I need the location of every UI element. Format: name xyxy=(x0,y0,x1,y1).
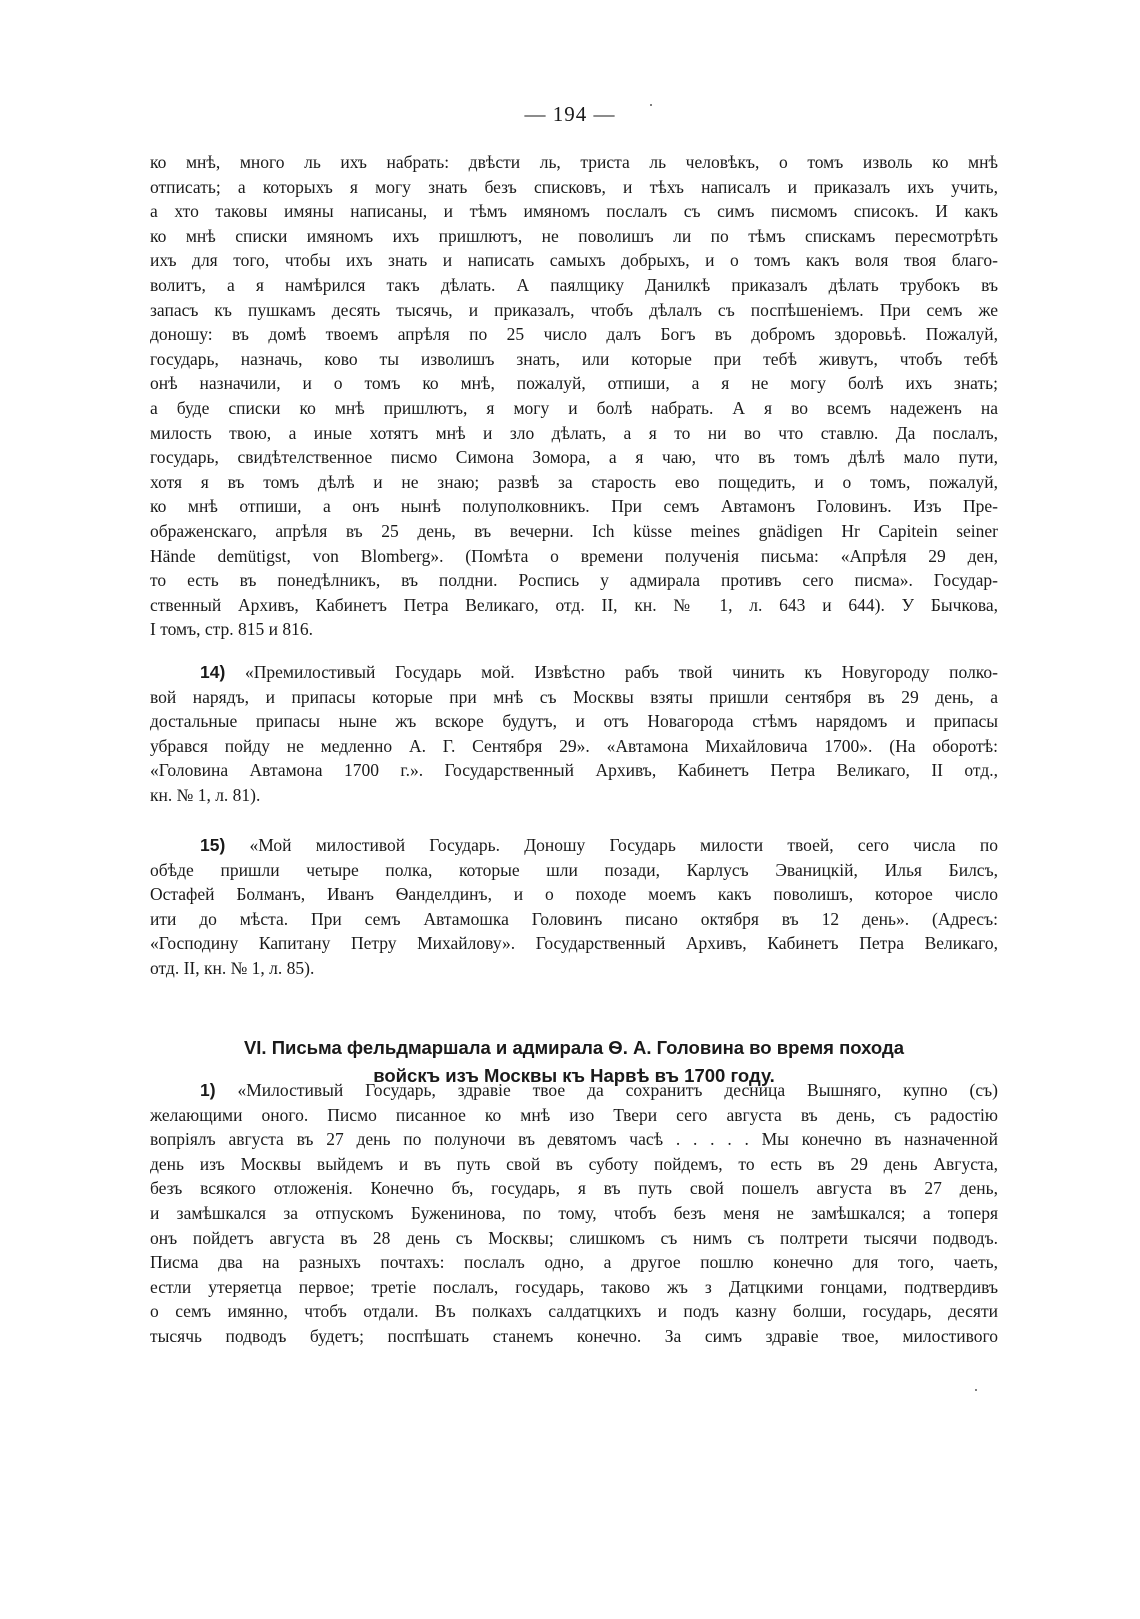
text-line: то есть въ понедѣлникъ, въ полдни. Роспись у адмирала противъ сего писма». Государ- xyxy=(150,570,998,591)
text-line: «Господину Капитану Петру Михайлову». Государственный Архивъ, Кабинетъ Петра Великаго, xyxy=(150,933,998,954)
section-heading-line: VI. Письма фельдмаршала и адмирала Ѳ. А. Головина во время похода xyxy=(243,1037,905,1058)
text-line: день изъ Москвы выйдемъ и въ путь свой въ суботу пойдемъ, то есть въ 29 день Августа, xyxy=(150,1153,998,1174)
scan-speck xyxy=(650,104,652,106)
text-line: I томъ, стр. 815 и 816. xyxy=(150,619,314,640)
text-line: ко мнѣ, много ль ихъ набрать: двѣсти ль, триста ль человѣкъ, о томъ изволь ко мнѣ xyxy=(150,152,998,172)
text-line: желающими оного. Писмо писанное ко мнѣ изо Твери сего августа въ день, съ радостію xyxy=(150,1104,998,1125)
text-line: хотя я въ томъ дѣлѣ и не знаю; развѣ за старость ево пощедить, и о томъ, пожалуй, xyxy=(150,471,998,492)
text-line: кн. № 1, л. 81). xyxy=(150,784,261,805)
scan-speck xyxy=(975,1389,977,1391)
item-number: 1) xyxy=(200,1080,216,1100)
text-line: обѣде пришли четыре полка, которые шли позади, Карлусъ Эваницкій, Илья Билсъ, xyxy=(150,859,998,880)
text-line: ображенскаго, апрѣля въ 25 день, въ вечерни. Ich küsse meines gnädigen Hr Capitein seiner xyxy=(150,520,998,541)
text-line: ко мнѣ списки имяномъ ихъ пришлютъ, не поволишъ ли по тѣмъ спискамъ пересмотрѣть xyxy=(150,225,998,246)
text-line: Hände demütigst, von Blomberg». (Помѣта о времени полученія письма: «Апрѣля 29 ден, xyxy=(150,545,998,566)
text-line: ственный Архивъ, Кабинетъ Петра Великаго, отд. II, кн. № 1, л. 643 и 644). У Бычкова, xyxy=(150,594,998,615)
text-line: милость твою, а иные хотятъ мнѣ и зло дѣлать, а я то ни во что ставлю. Да послалъ, xyxy=(150,422,998,443)
text-line: государь, назначь, ково ты изволишъ знать, или которые при тебѣ живутъ, чтобъ тебѣ xyxy=(150,348,998,369)
item-text: «Премилостивый Государь мой. Извѣстно рабъ твой чинить къ Новугороду полко- xyxy=(225,662,998,682)
text-line: отд. II, кн. № 1, л. 85). xyxy=(150,957,315,978)
text-line: вой нарядъ, и припасы которые при мнѣ съ Москвы взяты пришли сентября въ 29 день, а xyxy=(150,686,998,707)
letter-item-15 xyxy=(150,833,998,981)
letter-item-1 xyxy=(150,1078,998,1349)
text-line: безъ всякого отложенія. Конечно бъ, государь, я въ путь свой пошелъ августа въ 27 день, xyxy=(150,1178,998,1199)
text-line xyxy=(150,1078,998,1103)
item-number: 14) xyxy=(200,662,226,682)
text-line: а буде списки ко мнѣ пришлютъ, я могу и болѣ набрать. А я во всемъ надеженъ на xyxy=(150,397,998,418)
text-line xyxy=(150,833,998,858)
text-line: достальные припасы ныне жъ вскоре будутъ, и отъ Новагорода стѣмъ нарядомъ и припасы xyxy=(150,711,998,732)
text-line: убрався пойду не медленно А. Г. Сентября 29». «Автамона Михайловича 1700». (На оборотѣ: xyxy=(150,735,998,756)
text-line: вопріялъ августа въ 27 день по полуночи въ девятомъ часѣ . . . . . Мы конечно въ назначенной xyxy=(150,1129,998,1150)
page-number: — 194 — xyxy=(524,102,616,126)
text-line: запасъ къ пушкамъ десять тысячь, и приказалъ, чтобъ дѣлалъ съ поспѣшеніемъ. При семъ же xyxy=(150,299,998,320)
item-text: «Милостивый Государь, здравіе твое да сохранитъ десница Вышняго, купно (съ) xyxy=(215,1080,998,1100)
text-line xyxy=(150,660,998,685)
item-number: 15) xyxy=(200,835,226,855)
text-line: и замѣшкался за отпускомъ Буженинова, по тому, чтобъ безъ меня не замѣшкался; а топеря xyxy=(150,1202,998,1223)
text-line: ити до мѣста. При семъ Автамошка Головинъ писано октября въ 12 день». (Адресъ: xyxy=(150,908,998,929)
text-line: онѣ назначили, и о томъ ко мнѣ, пожалуй, отпиши, а я не могу болѣ ихъ знать; xyxy=(150,373,998,394)
text-line: о семъ имянно, чтобъ отдали. Въ полкахъ салдатцкихъ и подъ казну болши, государь, десяти xyxy=(150,1301,998,1322)
text-line: ихъ для того, чтобы ихъ знать и написать самыхъ добрыхъ, и о томъ какъ воля твоя благо- xyxy=(150,250,998,271)
text-line: Остафей Болманъ, Иванъ Ѳанделдинъ, и о походе моемъ какъ поволишъ, которое число xyxy=(150,884,998,905)
text-line: «Головина Автамона 1700 г.». Государственный Архивъ, Кабинетъ Петра Великаго, II отд., xyxy=(150,760,998,781)
section-heading-line: войскъ изъ Москвы къ Нарвѣ въ 1700 году. xyxy=(373,1065,775,1086)
letter-item-14 xyxy=(150,660,998,808)
text-line: тысячь подводъ будетъ; поспѣшать станемъ конечно. За симъ здравіе твое, милостивого xyxy=(150,1325,998,1346)
item-text: «Мой милостивой Государь. Доношу Государь милости твоей, сего числа по xyxy=(225,835,998,855)
text-line: Писма два на разныхъ почтахъ: послалъ одно, а другое пошлю конечно для того, чаеть, xyxy=(150,1252,998,1273)
text-line: отписать; а которыхъ я могу знать безъ списковъ, и тѣхъ написалъ и приказалъ ихъ учить, xyxy=(150,176,998,197)
text-line: государь, свидѣтелственное писмо Симона Зомора, а я чаю, что въ томъ дѣлѣ мало пути, xyxy=(150,447,998,468)
text-line: волитъ, а я намѣрился такъ дѣлать. А паялщику Данилкѣ приказалъ дѣлать трубокъ въ xyxy=(150,274,998,295)
text-line: естли утеряетца первое; третіе послалъ, государь, таково жъ з Датцкими гонцами, подтвердивъ xyxy=(150,1276,998,1297)
text-line: ко мнѣ отпиши, а онъ нынѣ полуполковникъ. При семъ Автамонъ Головинъ. Изъ Пре- xyxy=(150,496,998,517)
text-line: доношу: въ домѣ твоемъ апрѣля по 25 число далъ Богъ въ добромъ здоровьѣ. Пожалуй, xyxy=(150,324,998,345)
text-line: а хто таковы имяны написаны, и тѣмъ имяномъ послалъ съ симъ писмомъ списокъ. И какъ xyxy=(150,201,998,222)
text-line: онъ пойдетъ августа въ 28 день съ Москвы; слишкомъ съ нимъ съ полтрети тысячи подводъ. xyxy=(150,1227,998,1248)
paragraph-continuation xyxy=(150,150,998,642)
